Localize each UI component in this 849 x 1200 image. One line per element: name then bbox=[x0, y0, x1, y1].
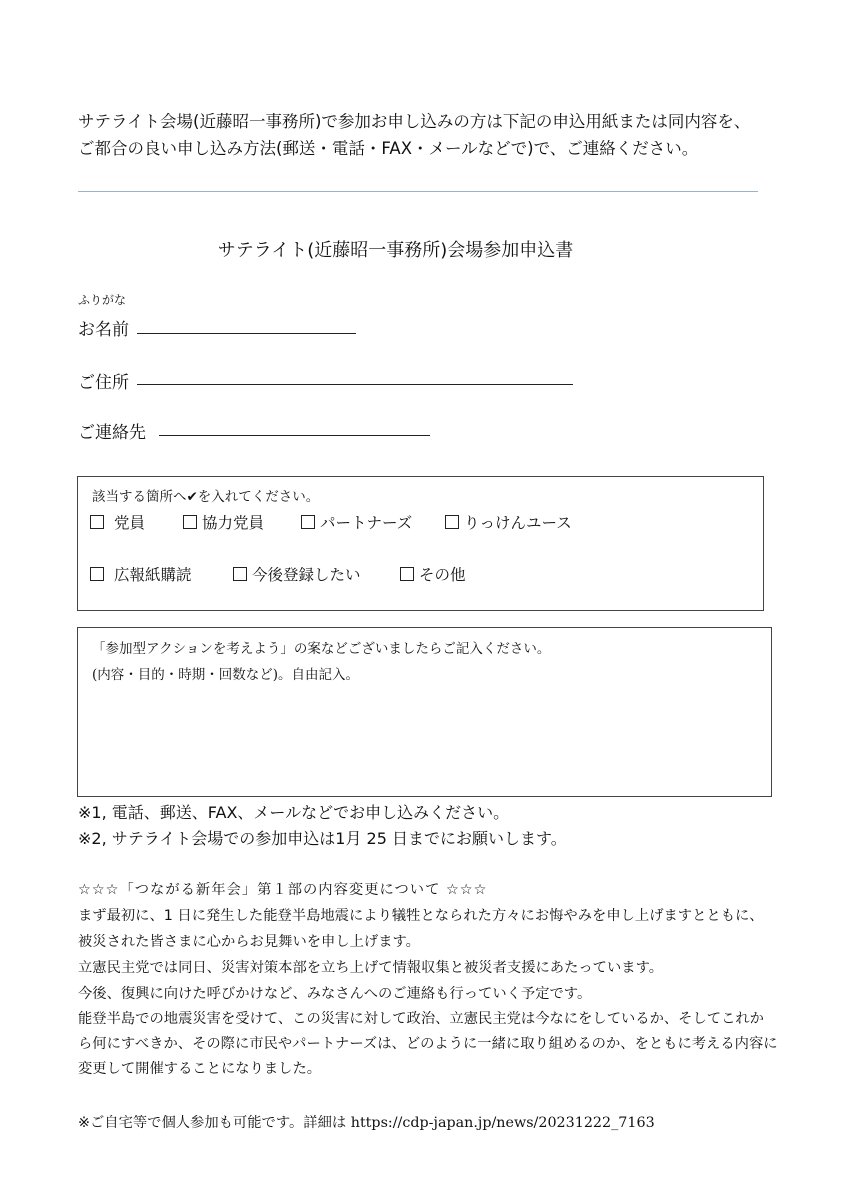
checkbox-member-label: 党員 bbox=[113, 514, 145, 532]
checkbox-square-icon[interactable] bbox=[183, 515, 197, 529]
intro-text bbox=[78, 108, 750, 162]
checkbox-newsletter[interactable] bbox=[90, 563, 191, 585]
checkbox-newsletter-label: 広報紙購読 bbox=[113, 566, 192, 584]
checkbox-square-icon[interactable] bbox=[233, 567, 247, 581]
checkbox-rikken-youth[interactable] bbox=[445, 511, 572, 533]
announcement-line-4: 今後、復興に向けた呼びかけなど、みなさんへのご連絡も行っていく予定です。 bbox=[78, 986, 592, 1002]
checkbox-square-icon[interactable] bbox=[90, 515, 104, 529]
announcement-line-3: 立憲民主党では同日、災害対策本部を立ち上げて情報収集と被災者支援にあたっています。 bbox=[78, 960, 664, 976]
address-input-line[interactable] bbox=[137, 384, 573, 385]
checkbox-square-icon[interactable] bbox=[301, 515, 315, 529]
footer-note bbox=[78, 1112, 655, 1132]
checkbox-cooperative-member-label: 協力党員 bbox=[202, 514, 265, 532]
checkbox-other-label: その他 bbox=[419, 566, 466, 584]
checkbox-cooperative-member[interactable] bbox=[183, 511, 264, 533]
announcement-line-1: まず最初に、1 日に発生した能登半島地震により犠牲となられた方々にお悔やみを申し上げますとともに、 bbox=[78, 908, 764, 924]
contact-label: ご連絡先 bbox=[78, 423, 146, 443]
announcement-line-6: ら何にすべきか、その際に市民やパートナーズは、どのように一緒に取り組めるのか、をともに考える内容に bbox=[78, 1036, 778, 1052]
intro-line-1: サテライト会場(近藤昭一事務所)で参加お申し込みの方は下記の申込用紙または同内容を、 bbox=[78, 112, 751, 131]
free-text-prompt-1: 「参加型アクションを考えよう」の案などございましたらご記入ください。 bbox=[92, 641, 551, 657]
checkbox-square-icon[interactable] bbox=[445, 515, 459, 529]
checkbox-rikken-youth-label: りっけんユース bbox=[464, 514, 572, 532]
footer-text: ※ご自宅等で個人参加も可能です。詳細は bbox=[78, 1115, 347, 1131]
furigana-label: ふりがな bbox=[78, 293, 127, 307]
free-text-prompt-2: (内容・目的・時期・回数など)。自由記入。 bbox=[92, 667, 360, 683]
announcement-line-5: 能登半島での地震災害を受けて、この災害に対して政治、立憲民主党は今なにをしているか、そしてこれか bbox=[78, 1011, 764, 1027]
announcement-heading: ☆☆☆「つながる新年会」第１部の内容変更について ☆☆☆ bbox=[78, 882, 488, 898]
checkbox-future-registration-label: 今後登録したい bbox=[252, 566, 361, 584]
checkbox-square-icon[interactable] bbox=[400, 567, 414, 581]
name-label: お名前 bbox=[78, 320, 129, 340]
checkbox-member[interactable] bbox=[90, 511, 145, 533]
announcement-line-7: 変更して開催することになりました。 bbox=[78, 1061, 322, 1077]
announcement-line-2: 被災された皆さまに心からお見舞いを申し上げます。 bbox=[78, 934, 420, 950]
checkbox-other[interactable] bbox=[400, 563, 466, 585]
note-1: ※1, 電話、郵送、FAX、メールなどでお申し込みください。 bbox=[78, 803, 510, 822]
form-title: サテライト(近藤昭一事務所)会場参加申込書 bbox=[217, 240, 574, 261]
checkbox-partners-label: パートナーズ bbox=[320, 514, 413, 532]
checkbox-future-registration[interactable] bbox=[233, 563, 361, 585]
contact-input-line[interactable] bbox=[159, 435, 430, 436]
checkbox-square-icon[interactable] bbox=[90, 567, 104, 581]
address-label: ご住所 bbox=[78, 373, 129, 393]
intro-line-2: ご都合の良い申し込み方法(郵送・電話・FAX・メールなどで)で、ご連絡ください。 bbox=[78, 139, 699, 158]
footer-url-link[interactable]: https://cdp-japan.jp/news/20231222_7163 bbox=[350, 1115, 655, 1131]
checkbox-partners[interactable] bbox=[301, 511, 412, 533]
divider bbox=[78, 191, 758, 192]
note-2: ※2, サテライト会場での参加申込は1月 25 日までにお願いします。 bbox=[78, 829, 567, 848]
checkbox-instruction: 該当する箇所へ✔を入れてください。 bbox=[92, 489, 320, 505]
name-input-line[interactable] bbox=[137, 333, 356, 334]
